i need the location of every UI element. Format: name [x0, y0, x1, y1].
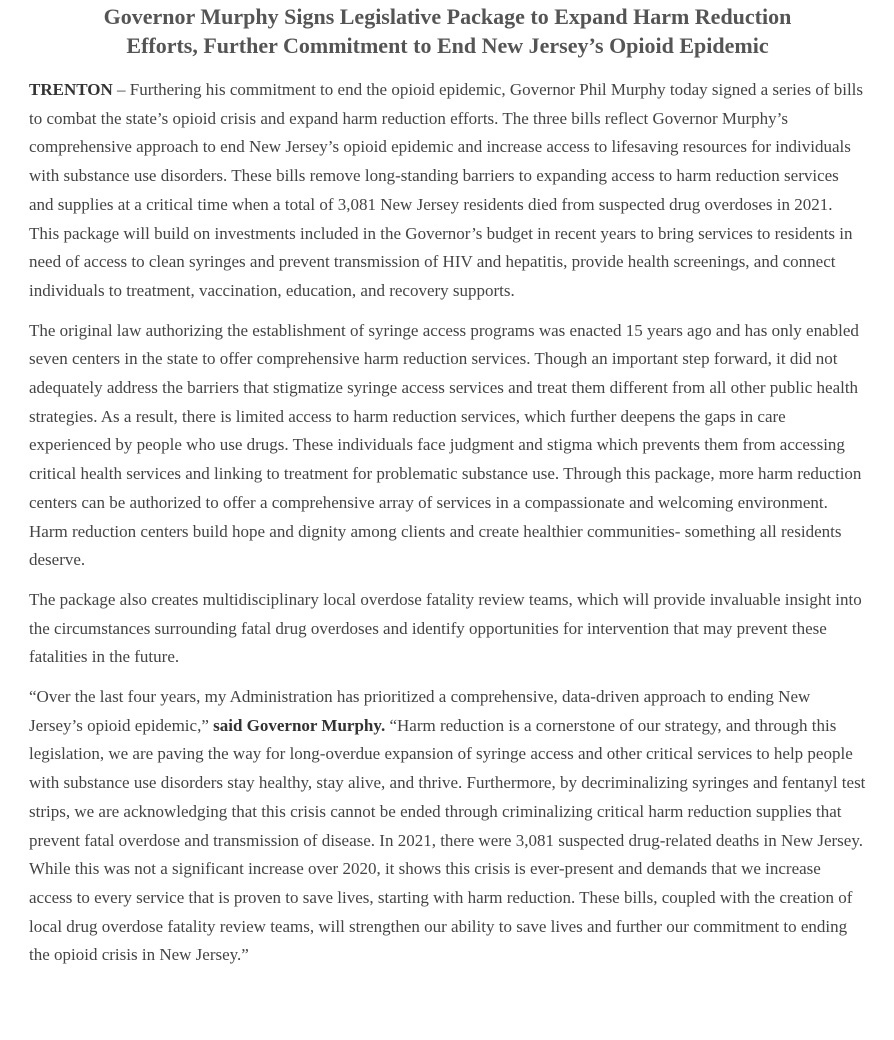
headline-line-2: Efforts, Further Commitment to End New Jersey’s Opioid Epidemic: [126, 33, 769, 58]
paragraph-intro-text: – Furthering his commitment to end the opioid epidemic, Governor Phil Murphy today signed a series of bills to combat the state’s opioid crisis and expand harm reduction efforts. The three bills reflect Governor Murphy’s comprehensive approach to end New Jersey’s opioid epidemic and increase access to lifesaving resources for individuals with substance use disorders. These bills remove long-standing barriers to expanding access to harm reduction services and supplies at a critical time when a total of 3,081 New Jersey residents died from suspected drug overdoses in 2021. This package will build on investments included in the Governor’s budget in recent years to bring services to residents in need of access to clean syringes and prevent transmission of HIV and hepatitis, provide health screenings, and connect individuals to treatment, vaccination, education, and recovery supports.: [29, 80, 864, 300]
dateline: TRENTON: [29, 80, 113, 99]
quote-part-2: “Harm reduction is a cornerstone of our strategy, and through this legislation, we are paving the way for long-overdue expansion of syringe access and other critical services to help people with substance use disorders stay healthy, stay alive, and thrive. Furthermore, by decriminalizing syringes and fentanyl test strips, we are acknowledging that this crisis cannot be ended through criminalizing critical harm reduction supplies that prevent fatal overdose and transmission of disease. In 2021, there were 3,081 suspected drug-related deaths in New Jersey. While this was not a significant increase over 2020, it shows this crisis is ever-present and demands that we increase access to every service that is proven to save lives, starting with harm reduction. These bills, coupled with the creation of local drug overdose fatality review teams, will strengthen our ability to save lives and further our commitment to ending the opioid crisis in New Jersey.”: [29, 715, 866, 965]
quote-part-1: “Over the last four years, my Administration has prioritized a comprehensive, data-driven approach to ending New Jersey’s opioid epidemic,”: [29, 687, 811, 735]
quote-attribution: said Governor Murphy.: [213, 715, 386, 735]
paragraph-review-teams: The package also creates multidisciplinary local overdose fatality review teams, which will provide invaluable insight into the circumstances surrounding fatal drug overdoses and identify opportunities for intervention that may prevent these fatalities in the future.: [29, 589, 862, 667]
paragraph-original-law: The original law authorizing the establishment of syringe access programs was enacted 15 years ago and has only enabled seven centers in the state to offer comprehensive harm reduction services. Though an important step forward, it did not adequately address the barriers that stigmatize syringe access services and treat them different from all other public health strategies. As a result, there is limited access to harm reduction services, which further deepens the gaps in care experienced by people who use drugs. These individuals face judgment and stigma which prevents them from accessing critical health services and linking to treatment for problematic substance use. Through this package, more harm reduction centers can be authorized to offer a comprehensive array of services in a compassionate and welcoming environment. Harm reduction centers build hope and dignity among clients and create healthier communities- something all residents deserve.: [29, 320, 862, 570]
paragraph-governor-quote: [29, 683, 866, 970]
headline: [29, 2, 866, 60]
paragraph-intro: [29, 76, 866, 306]
headline-line-1: Governor Murphy Signs Legislative Package to Expand Harm Reduction: [103, 4, 792, 29]
